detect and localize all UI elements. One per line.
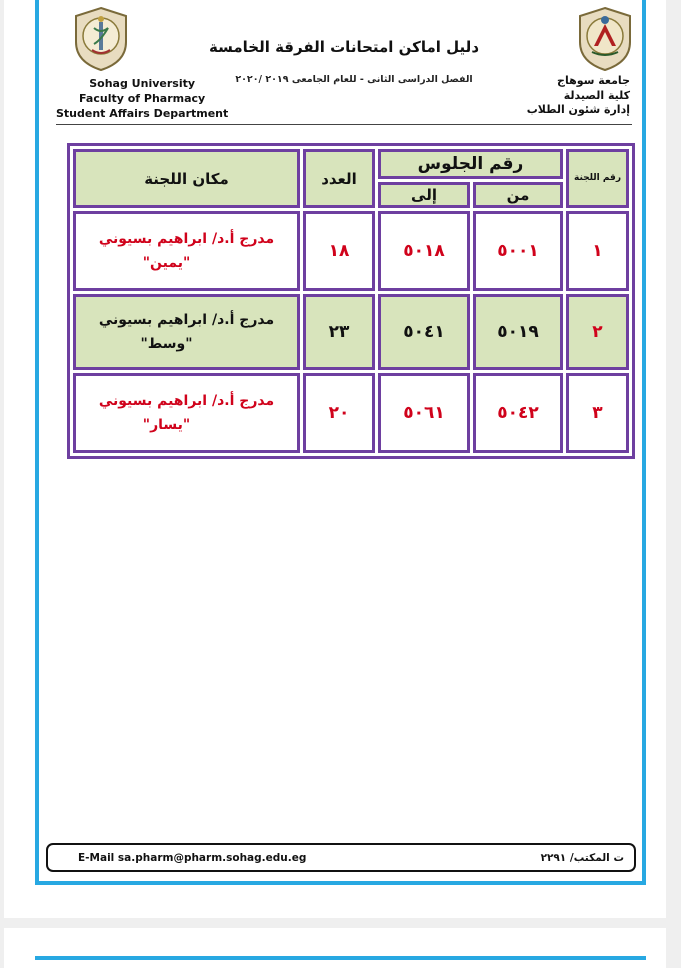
arabic-institution-block [527, 74, 630, 118]
ar-faculty-name: كلية الصيدلة [563, 88, 630, 102]
count-cell: ٢٠ [303, 373, 375, 453]
place-cell [73, 211, 300, 291]
seat-from-cell: ٥٠٤٢ [473, 373, 563, 453]
en-university-name: Sohag University [89, 77, 196, 90]
en-department-name: Student Affairs Department [56, 107, 229, 120]
header-from: من [473, 182, 563, 208]
contact-footer [46, 843, 636, 872]
committee-no-cell: ٢ [566, 294, 629, 370]
place-side-label: "يسار" [142, 417, 191, 433]
committee-no-cell: ٣ [566, 373, 629, 453]
header-divider [56, 124, 632, 125]
count-cell: ١٨ [303, 211, 375, 291]
semester-subtitle: الفصل الدراسى الثانى - للعام الجامعى ٢٠١٩ /٢٠٢٠ [235, 74, 473, 85]
en-faculty-name: Faculty of Pharmacy [79, 92, 206, 105]
page-sheet [4, 0, 666, 918]
header-committee-no: رقم اللجنة [566, 149, 629, 208]
committee-no-cell: ١ [566, 211, 629, 291]
table-header-row [73, 149, 629, 179]
seat-to-cell: ٥٠٦١ [378, 373, 470, 453]
table-row [73, 373, 629, 453]
count-cell: ٢٣ [303, 294, 375, 370]
header-seat-no: رقم الجلوس [378, 149, 563, 179]
header-to: إلى [378, 182, 470, 208]
next-page-border [35, 956, 646, 960]
exam-locations-table [67, 143, 635, 459]
ar-department-name: إدارة شئون الطلاب [526, 103, 630, 116]
place-cell [73, 294, 300, 370]
english-institution-block [56, 76, 228, 121]
seat-to-cell: ٥٠٤١ [378, 294, 470, 370]
next-page-sheet [4, 928, 666, 968]
table-row [73, 294, 629, 370]
seat-from-cell: ٥٠٠١ [473, 211, 563, 291]
footer-office-phone: ت المكتب/ ٢٢٩١ [540, 852, 624, 864]
footer-email[interactable]: E-Mail sa.pharm@pharm.sohag.edu.eg [78, 852, 307, 864]
ar-university-name: جامعة سوهاج [557, 74, 630, 87]
header-count: العدد [303, 149, 375, 208]
place-side-label: "يمين" [142, 255, 191, 271]
seat-to-cell: ٥٠١٨ [378, 211, 470, 291]
place-side-label: "وسط" [140, 336, 193, 352]
university-logo-icon [576, 6, 634, 72]
page-title: دليل اماكن امتحانات الفرقة الخامسة [208, 38, 480, 56]
faculty-logo-icon [72, 6, 130, 72]
place-hall-name: مدرج أ.د/ ابراهيم بسيوني [98, 393, 275, 409]
place-hall-name: مدرج أ.د/ ابراهيم بسيوني [98, 312, 275, 328]
place-hall-name: مدرج أ.د/ ابراهيم بسيوني [98, 231, 275, 247]
table-row [73, 211, 629, 291]
seat-from-cell: ٥٠١٩ [473, 294, 563, 370]
header-place: مكان اللجنة [73, 149, 300, 208]
place-cell [73, 373, 300, 453]
